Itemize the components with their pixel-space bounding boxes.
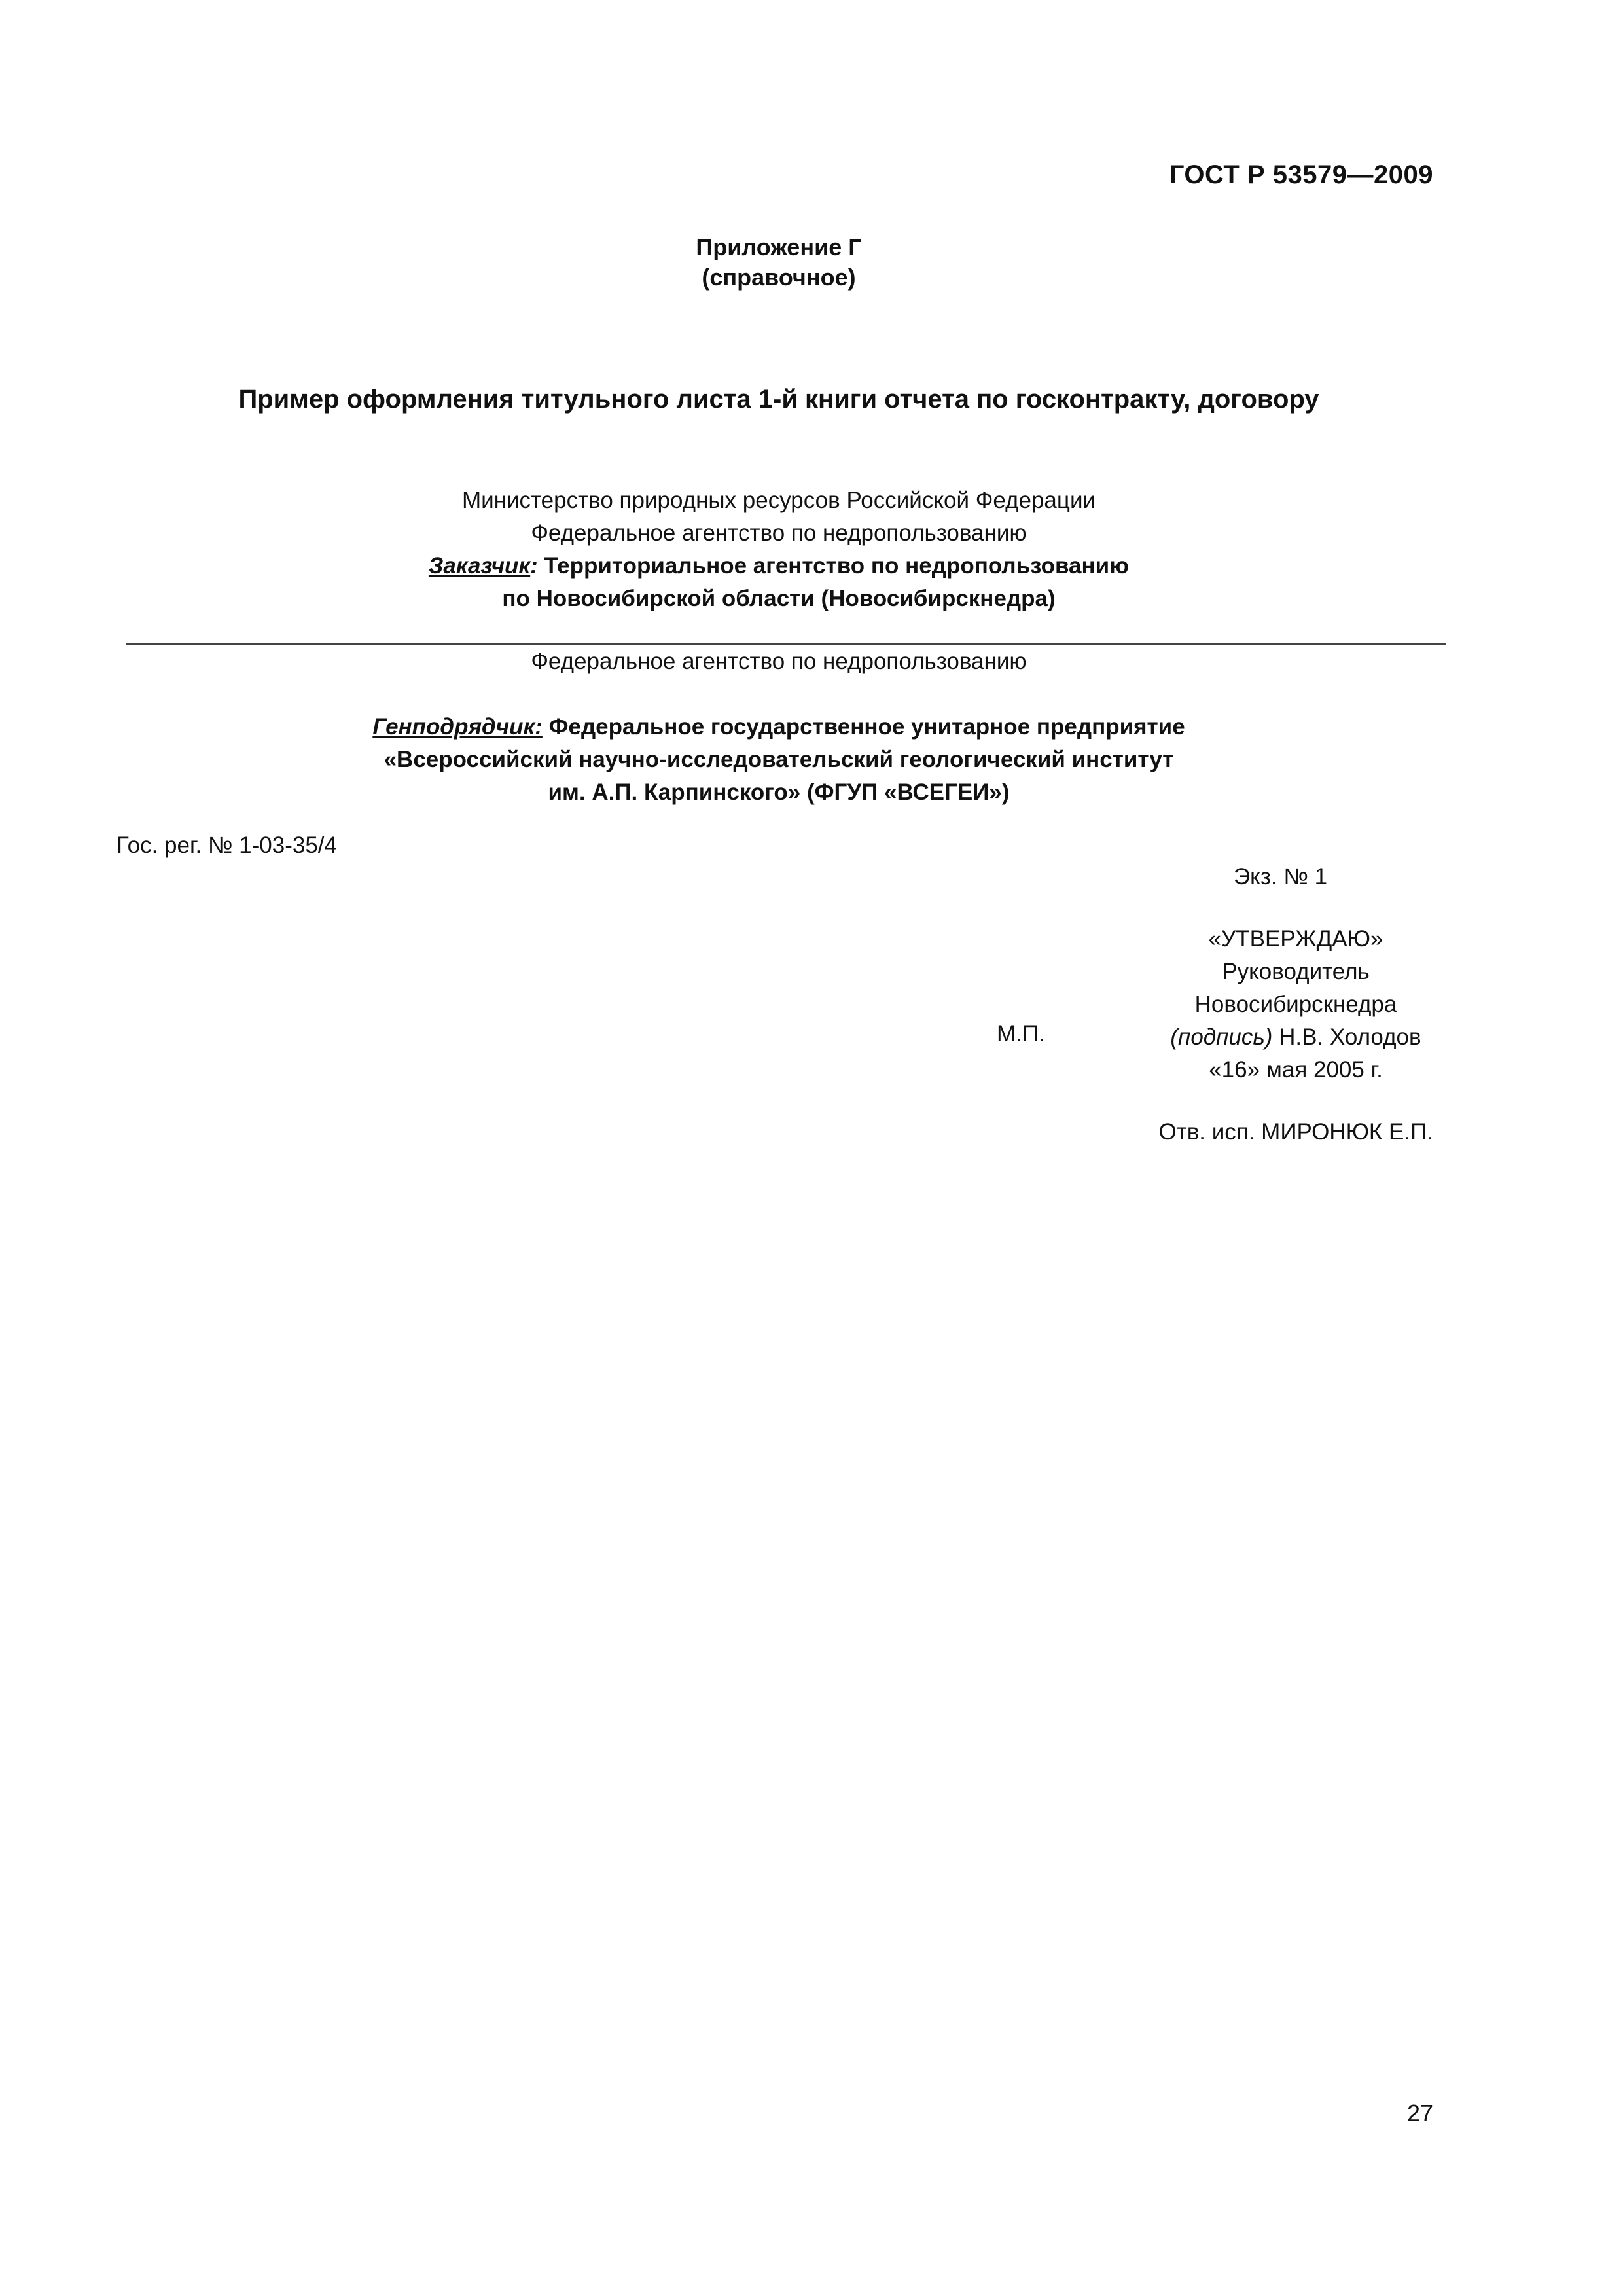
approver-signature-line bbox=[1126, 1021, 1466, 1054]
customer-block bbox=[0, 484, 1558, 615]
approval-stamp: «УТВЕРЖДАЮ» bbox=[1208, 926, 1383, 952]
contractor-block bbox=[0, 711, 1558, 809]
appendix-title: Приложение Г bbox=[696, 234, 862, 260]
contractor-line bbox=[0, 711, 1558, 744]
contractor-name-line3: им. А.П. Карпинского» (ФГУП «ВСЕГЕИ») bbox=[548, 780, 1010, 805]
contractor-name-line2: «Всероссийский научно-исследовательский геологический институт bbox=[383, 747, 1174, 772]
approver-name: Н.В. Холодов bbox=[1279, 1024, 1421, 1050]
registration-number: Гос. рег. № 1-03-35/4 bbox=[116, 833, 337, 858]
page-number: 27 bbox=[1406, 2100, 1433, 2126]
approval-block bbox=[1126, 923, 1466, 1086]
agency-line: Федеральное агентство по недропользованию bbox=[531, 520, 1027, 546]
customer-name-line2: по Новосибирской области (Новосибирскнедра) bbox=[502, 586, 1056, 611]
horizontal-divider bbox=[126, 643, 1446, 645]
approver-position: Руководитель bbox=[1222, 959, 1370, 984]
customer-role-label: Заказчик bbox=[428, 553, 531, 579]
signature-placeholder: (подпись) bbox=[1170, 1024, 1273, 1050]
seal-place: М.П. bbox=[997, 1021, 1045, 1047]
agency-under-rule: Федеральное агентство по недропользованию bbox=[531, 649, 1027, 674]
ministry-line: Министерство природных ресурсов Российской Федерации bbox=[461, 488, 1096, 513]
appendix-heading bbox=[0, 232, 1558, 293]
customer-line bbox=[0, 550, 1558, 583]
standard-code: ГОСТ Р 53579—2009 bbox=[1169, 160, 1433, 189]
responsible-executor: Отв. исп. МИРОНЮК Е.П. bbox=[1158, 1119, 1433, 1145]
contractor-name-line1: Федеральное государственное унитарное предприятие bbox=[548, 714, 1185, 740]
customer-name-line1: Территориальное агентство по недропользованию bbox=[544, 553, 1130, 579]
approver-organization: Новосибирскнедра bbox=[1194, 992, 1397, 1017]
appendix-type: (справочное) bbox=[702, 264, 856, 291]
customer-role-colon: : bbox=[530, 553, 538, 579]
contractor-role-label: Генподрядчик: bbox=[372, 714, 543, 740]
copy-number: Экз. № 1 bbox=[1234, 864, 1328, 889]
page-title: Пример оформления титульного листа 1-й книги отчета по госконтракту, договору bbox=[238, 385, 1319, 414]
approval-date: «16» мая 2005 г. bbox=[1209, 1057, 1383, 1083]
